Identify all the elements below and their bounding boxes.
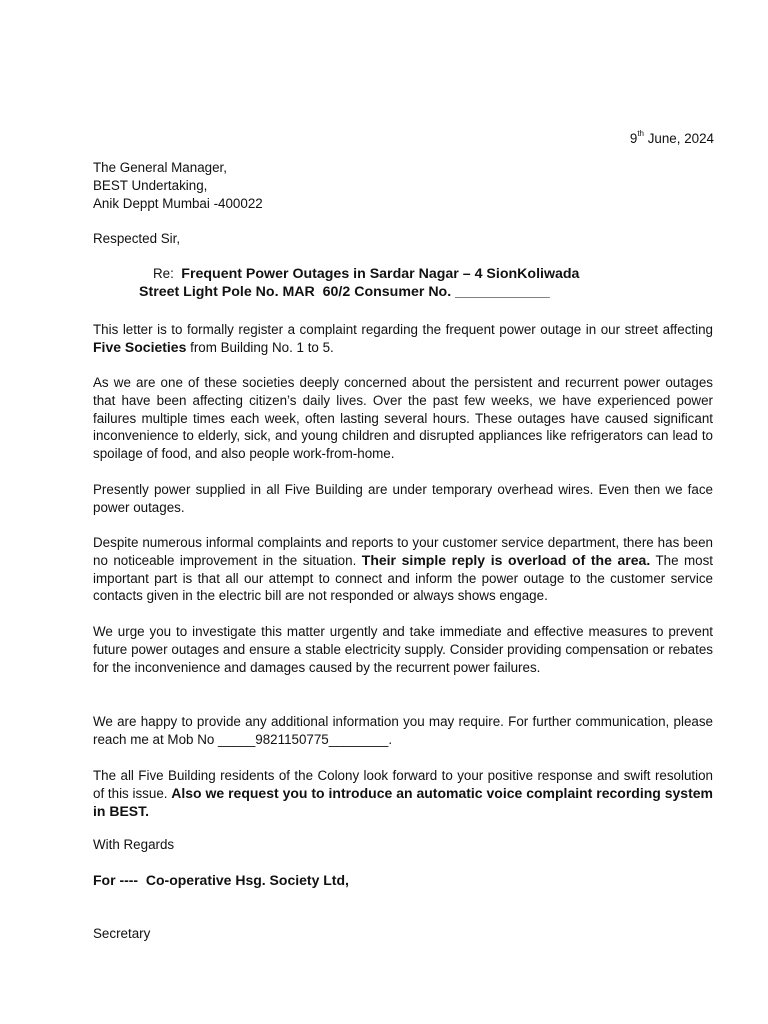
paragraph-6: We are happy to provide any additional information you may require. For further communication, please reach me at Mob No _____9821150775________. (93, 714, 713, 747)
address-line: Anik Deppt Mumbai -400022 (93, 196, 263, 211)
closing-regards: With Regards (93, 837, 175, 852)
salutation: Respected Sir, (93, 231, 181, 246)
paragraph-3: Presently power supplied in all Five Building are under temporary overhead wires. Even then we face power outages. (93, 482, 713, 515)
address-line: BEST Undertaking, (93, 178, 208, 193)
subject-line-2: Street Light Pole No. MAR 60/2 Consumer No. ____________ (139, 284, 550, 300)
emphasis: Their simple reply is overload of the area. (361, 551, 651, 568)
paragraph-1: This letter is to formally register a complaint regarding the frequent power outage in our street affecting Five Societies from Building No. 1 to 5. (93, 322, 713, 355)
paragraph-4: Despite numerous informal complaints and reports to your customer service department, there has been no noticeable improvement in the situation. Their simple reply is overload of the area. The most important part is that all our attempt to connect and inform the power outage to the customer service contacts given in the electric bill are not responded or always shows engage. (93, 535, 714, 604)
date-suffix: th (637, 129, 644, 138)
signatory-title: Secretary (93, 926, 151, 941)
recipient-address (93, 159, 263, 213)
paragraph-7: The all Five Building residents of the Colony look forward to your positive response and swift resolution of this issue. Also we request you to introduce an automatic voice complaint recording system in BEST. (93, 768, 713, 819)
subject-line-1 (153, 266, 579, 282)
subject-text: Frequent Power Outages in Sardar Nagar – 4 SionKoliwada (181, 266, 580, 282)
subject-prefix: Re: (153, 266, 174, 281)
signatory-org: For ---- Co-operative Hsg. Society Ltd, (93, 872, 349, 888)
paragraph-2: As we are one of these societies deeply concerned about the persistent and recurrent power outages that have been affecting citizen’s daily lives. Over the past few weeks, we have experienced power failures multiple times each week, often lasting several hours. These outages have caused significant inconvenience to elderly, sick, and young children and disrupted appliances like refrigerators can lead to spoilage of food, and also people work-from-home. (93, 375, 713, 462)
letter-date: 9th June, 2024 (629, 129, 714, 146)
paragraph-5: We urge you to investigate this matter urgently and take immediate and effective measures to prevent future power outages and ensure a stable electricity supply. Consider providing compensation or rebates for the inconvenience and damages caused by the recurrent power failures. (93, 624, 713, 675)
emphasis: Also we request you to introduce an automatic voice complaint recording system in BEST. (93, 784, 713, 819)
address-line: The General Manager, (93, 160, 227, 175)
emphasis: Five Societies (93, 338, 187, 355)
